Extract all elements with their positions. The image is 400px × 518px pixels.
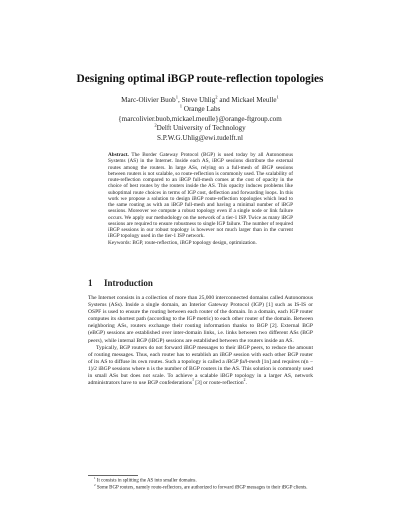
author-2: , Steve Uhlig bbox=[178, 96, 216, 104]
body-text bbox=[88, 295, 313, 387]
p2-part-d: . bbox=[245, 380, 247, 387]
abstract-text: The Border Gateway Protocol (BGP) is used today by all Autonomous Systems (AS) in the Internet. Inside each AS, iBGP sessions distribute the external routes among the routers. In large ASs, relying on a full-mesh of iBGP sessions between routers is not scalable, so route-reflection is commonly used. The scalability of route-reflection compared to an iBGP full-mesh comes at the cost of opacity in the choice of best routes by the routers inside the AS. This opacity induces problems like suboptimal route choices in terms of IGP cost, deflection and forwarding loops. In this work we propose a solution to design iBGP route-reflection topologies which lead to the same routing as with an iBGP full-mesh and having a minimal number of iBGP sessions. Moreover we compute a robust topology even if a single node or link failure occurs. We apply our methodology on the network of a tier-1 ISP. Twice as many iBGP sessions are required to ensure robustness to single IGP failure. The number of required iBGP sessions in our robust topology is however not much larger than in the current iBGP topology used in the tier-1 ISP network. bbox=[108, 152, 293, 240]
affiliation-2-name: Delft University of Technology bbox=[156, 124, 246, 133]
footnote-2 bbox=[88, 482, 313, 492]
author-1-affil-mark: 1 bbox=[175, 94, 179, 100]
affiliation-2-mark: 2 bbox=[154, 122, 157, 128]
section-heading bbox=[88, 278, 153, 289]
p2-part-b: [1n] and requires n(n − 1)/2 iBGP sessions where n is the number of BGP routers in the AS. This solution is commonly used in small ASs but does not scale. To achieve a scalable iBGP topology in a larger AS, network administrators have to use BGP confederations bbox=[88, 358, 313, 387]
keywords: Keywords: BGP, route-reflection, iBGP topology design, optimization. bbox=[108, 239, 257, 246]
affiliation-1-name: Orange Labs bbox=[182, 105, 221, 114]
author-names bbox=[40, 96, 360, 105]
abstract bbox=[108, 152, 293, 246]
author-block bbox=[40, 96, 360, 143]
affiliation-2 bbox=[40, 124, 360, 133]
footnote-1-mark: 1 bbox=[94, 476, 96, 480]
section-title: Introduction bbox=[104, 278, 153, 288]
footnote-ref-2: 2 bbox=[243, 378, 246, 383]
footnote-ref-1: 1 bbox=[192, 378, 194, 383]
author-1: Marc-Olivier Buob bbox=[121, 96, 176, 104]
footnote-2-text: Some BGP routers, namely route-reflectors, are authorized to forward iBGP messages to their iBGP clients. bbox=[95, 485, 308, 491]
author-3: and Mickael Meulle bbox=[217, 96, 277, 104]
author-3-affil-mark: 1 bbox=[276, 94, 279, 100]
author-2-affil-mark: 2 bbox=[215, 94, 218, 100]
emails-2: S.P.W.G.Uhlig@ewi.tudelft.nl bbox=[157, 133, 243, 142]
p2-part-a: Typically, BGP routers do not forward iBGP messages to their iBGP peers, to reduce the amount of routing messages. Thus, each router has to establish an iBGP session with each other BGP router of its AS to diffuse its own routes. Such a topology is called a bbox=[88, 344, 313, 365]
p2-italic-term: iBGP full-mesh bbox=[226, 358, 261, 365]
affiliation-1 bbox=[40, 105, 360, 114]
footnote-1 bbox=[88, 478, 313, 485]
abstract-paragraph bbox=[108, 152, 293, 240]
abstract-label: Abstract. bbox=[108, 152, 129, 158]
paper-title: Designing optimal iBGP route-reflection topologies bbox=[76, 73, 324, 85]
footnotes bbox=[88, 478, 313, 491]
section-number: 1 bbox=[88, 278, 93, 288]
affiliation-1-mark: 1 bbox=[179, 104, 183, 110]
footnote-1-text: It consists in splitting the AS into smaller domains. bbox=[95, 478, 197, 484]
p2-part-c: [3] or route-reflection bbox=[193, 380, 244, 387]
emails-1: {marcolivier.buob,mickael.meulle}@orange-ftgroup.com bbox=[118, 114, 282, 123]
footnote-2-mark: 2 bbox=[94, 482, 96, 487]
body-paragraph-2 bbox=[88, 345, 313, 388]
body-paragraph-1: The Internet consists in a collection of more than 25,000 interconnected domains called Autonomous Systems (ASs). Inside a single domain, an Interior Gateway Protocol (IGP) [1] such as IS-IS or OSPF is used to ensure the routing between each router of the domain. In a domain, each IGP router computes its shortest path (according to the IGP metric) to each other router of the domain. Between neighboring ASs, routers exchange their routing information thanks to BGP [2]. External BGP (eBGP) sessions are established over inter-domain links, i.e. links between two different ASs (BGP peers), while internal BGP (iBGP) sessions are established between the routers inside an AS. bbox=[88, 295, 313, 344]
